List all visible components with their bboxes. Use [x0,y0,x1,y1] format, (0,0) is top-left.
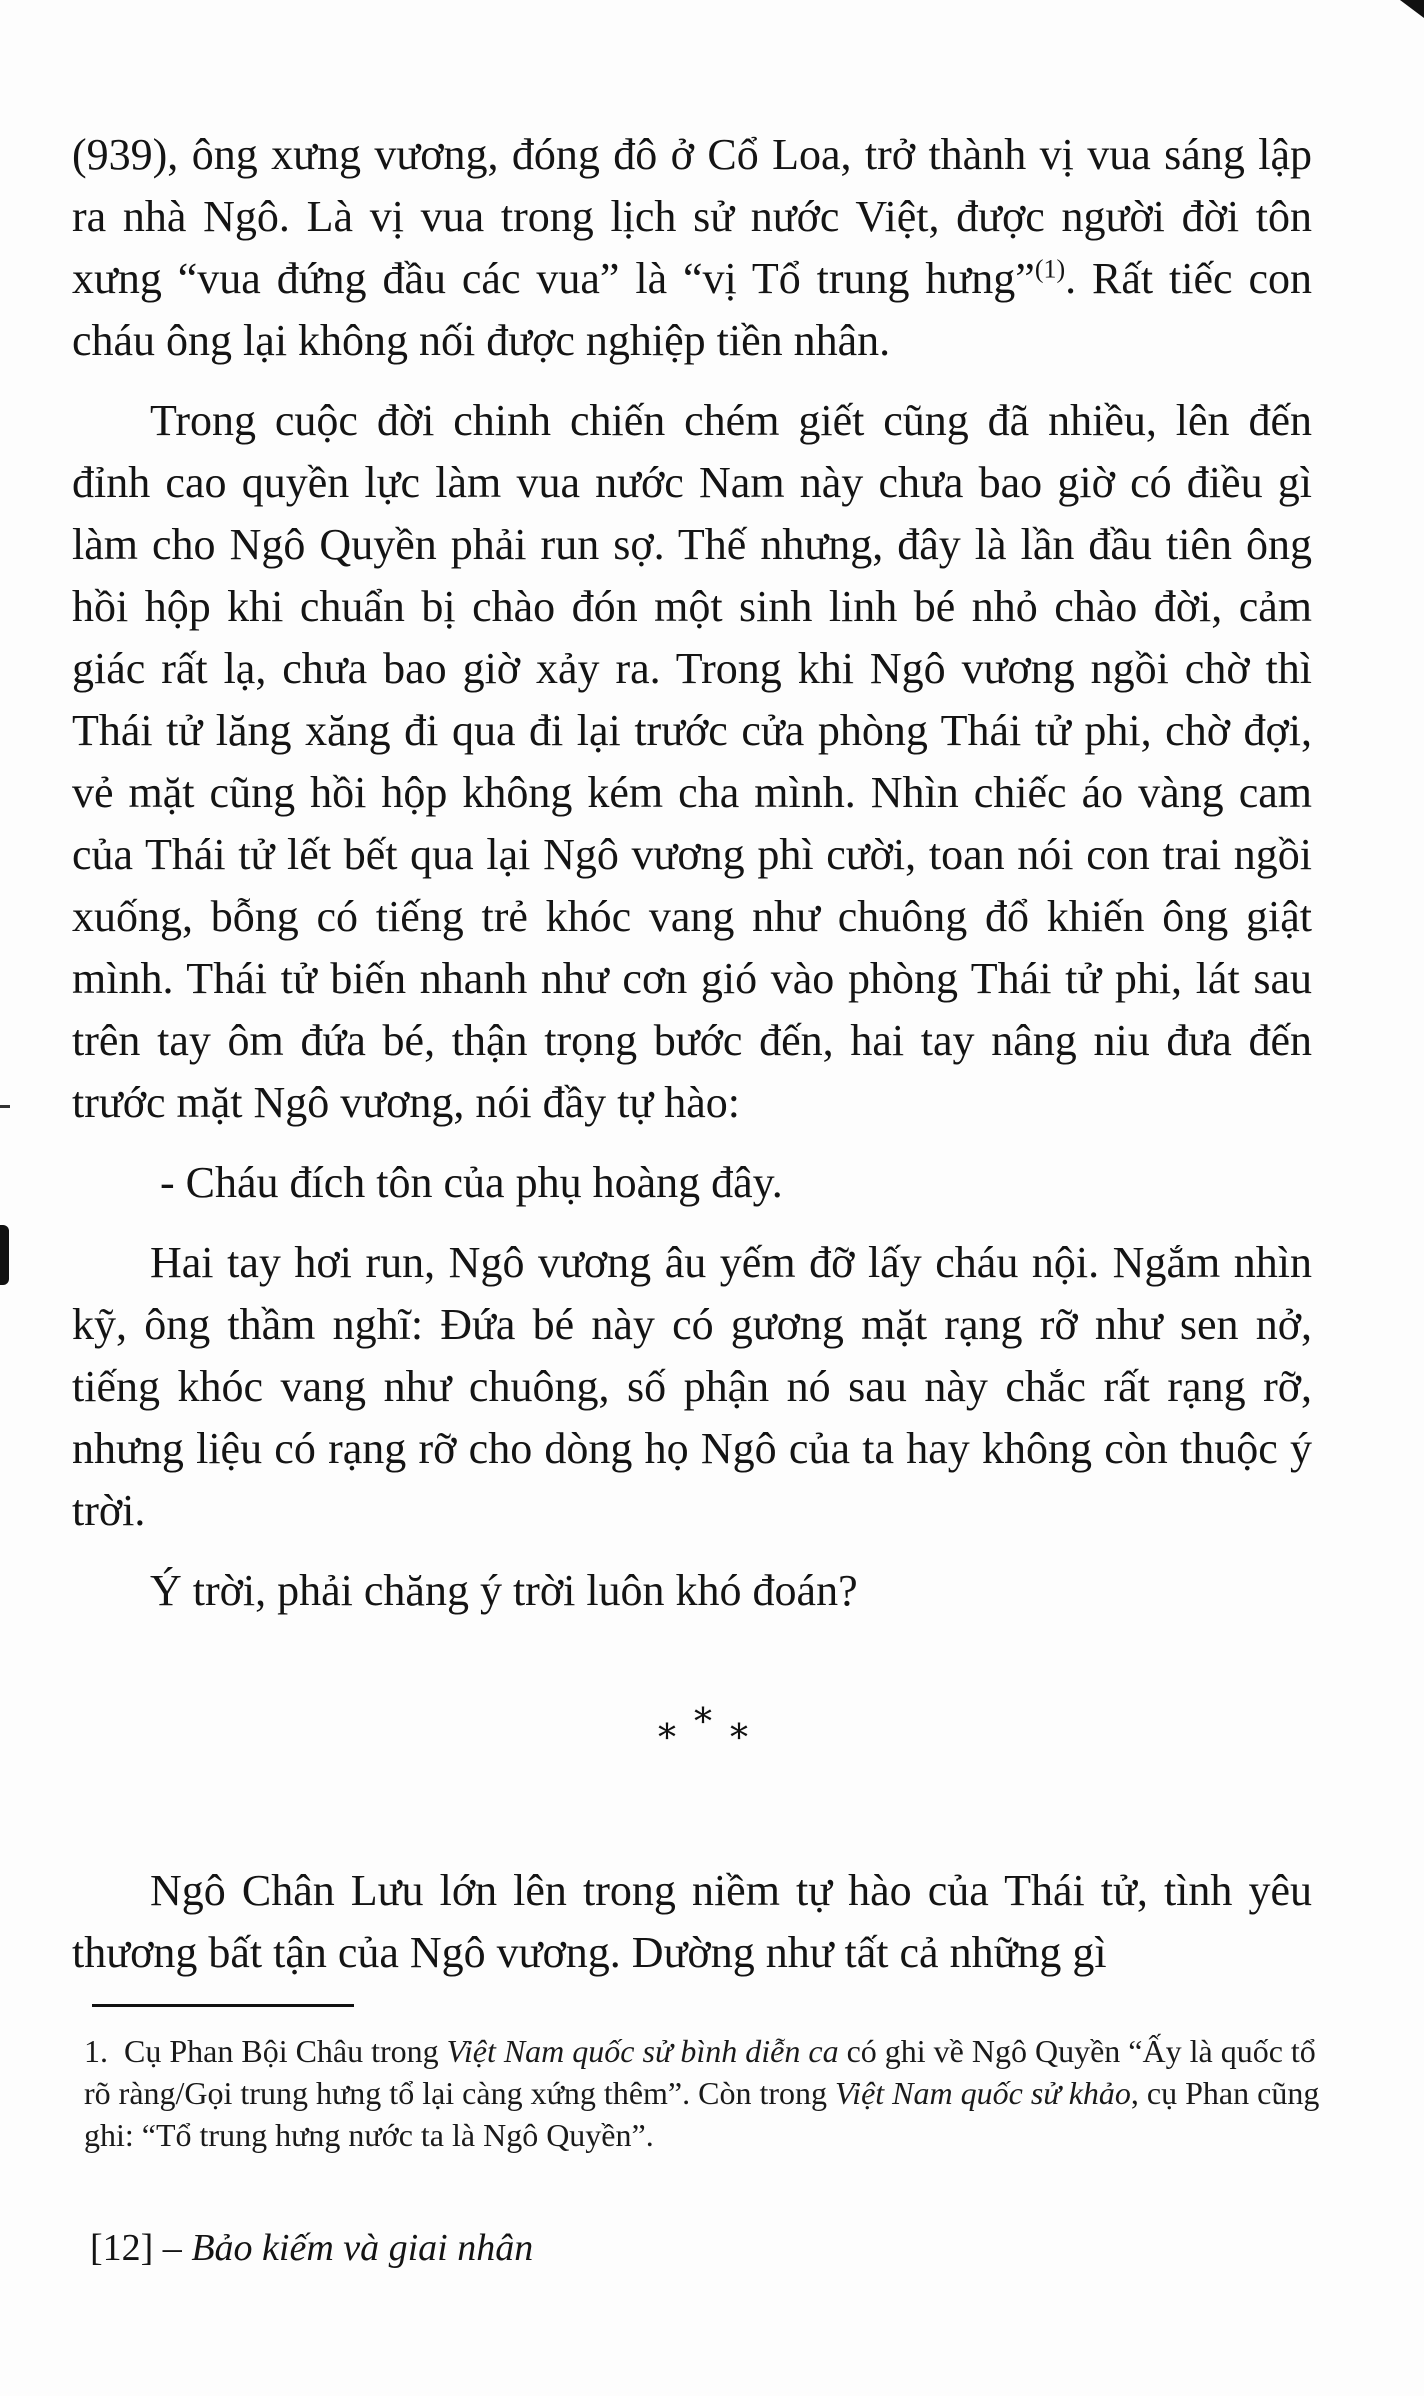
footnote-divider [92,2004,354,2007]
page-number: [12] – [90,2227,192,2269]
paragraph-1-end: . Rất tiếc con cháu ông lại không nối được nghiệp tiền nhân. [72,254,1312,365]
scan-corner-mark [1400,0,1424,18]
body-text-lower [72,1860,1312,2002]
paragraph-3-dialogue: - Cháu đích tôn của phụ hoàng đây. [160,1158,783,1207]
separator-star-middle: * [694,1702,730,1743]
footnote-text-c: , cụ Phan cũng ghi: “Tổ trung hưng nước ta là Ngô Quyền”. [84,2075,1320,2153]
footnote-text-b: có ghi về Ngô Quyền “Ấy là quốc tổ rõ ràng/Gọi trung hưng tổ lại càng xứng thêm”. Còn trong [84,2033,1316,2111]
paragraph-4: Hai tay hơi run, Ngô vương âu yếm đỡ lấy cháu nội. Ngắm nhìn kỹ, ông thầm nghĩ: Đứa bé này có gương mặt rạng rỡ như sen nở, tiếng khóc vang như chuông, số phận nó sau này chắc rất rạng rỡ, nhưng liệu có rạng rỡ cho dòng họ Ngô của ta hay không còn thuộc ý trời. [72,1238,1312,1535]
scan-margin-tick [0,1105,10,1108]
separator-star-left: * [658,1718,694,1759]
footnote-title-a: Việt Nam quốc sử bình diễn ca [446,2033,839,2069]
scan-margin-blot [0,1225,9,1285]
footnote-title-b: Việt Nam quốc sử khảo [835,2075,1131,2111]
paragraph-1-text: (939), ông xưng vương, đóng đô ở Cổ Loa, trở thành vị vua sáng lập ra nhà Ngô. Là vị vua trong lịch sử nước Việt, được người đời tôn xưng “vua đứng đầu các vua” là “vị Tổ trung hưng” [72,130,1312,303]
footnote-marker: (1) [1034,254,1066,284]
separator-star-right: * [730,1718,766,1759]
paragraph-1 [72,124,1312,372]
page-footer [90,2226,533,2270]
paragraph-6: Ngô Chân Lưu lớn lên trong niềm tự hào của Thái tử, tình yêu thương bất tận của Ngô vương. Dường như tất cả những gì [72,1866,1312,1977]
footnote [84,2030,1329,2156]
body-text-upper [72,124,1312,1640]
book-title: Bảo kiếm và giai nhân [191,2227,534,2269]
section-separator [0,1702,1424,1759]
paragraph-2: Trong cuộc đời chinh chiến chém giết cũng đã nhiều, lên đến đỉnh cao quyền lực làm vua nước Nam này chưa bao giờ có điều gì làm cho Ngô Quyền phải run sợ. Thế nhưng, đây là lần đầu tiên ông hồi hộp khi chuẩn bị chào đón một sinh linh bé nhỏ chào đời, cảm giác rất lạ, chưa bao giờ xảy ra. Trong khi Ngô vương ngồi chờ thì Thái tử lăng xăng đi qua đi lại trước cửa phòng Thái tử phi, chờ đợi, vẻ mặt cũng hồi hộp không kém cha mình. Nhìn chiếc áo vàng cam của Thái tử lết bết qua lại Ngô vương phì cười, toan nói con trai ngồi xuống, bỗng có tiếng trẻ khóc vang như chuông đổ khiến ông giật mình. Thái tử biến nhanh như cơn gió vào phòng Thái tử phi, lát sau trên tay ôm đứa bé, thận trọng bước đến, hai tay nâng niu đưa đến trước mặt Ngô vương, nói đầy tự hào: [72,396,1312,1127]
paragraph-5: Ý trời, phải chăng ý trời luôn khó đoán? [150,1566,858,1615]
footnote-number: 1. [84,2033,108,2069]
footnote-text-a: Cụ Phan Bội Châu trong [124,2033,447,2069]
